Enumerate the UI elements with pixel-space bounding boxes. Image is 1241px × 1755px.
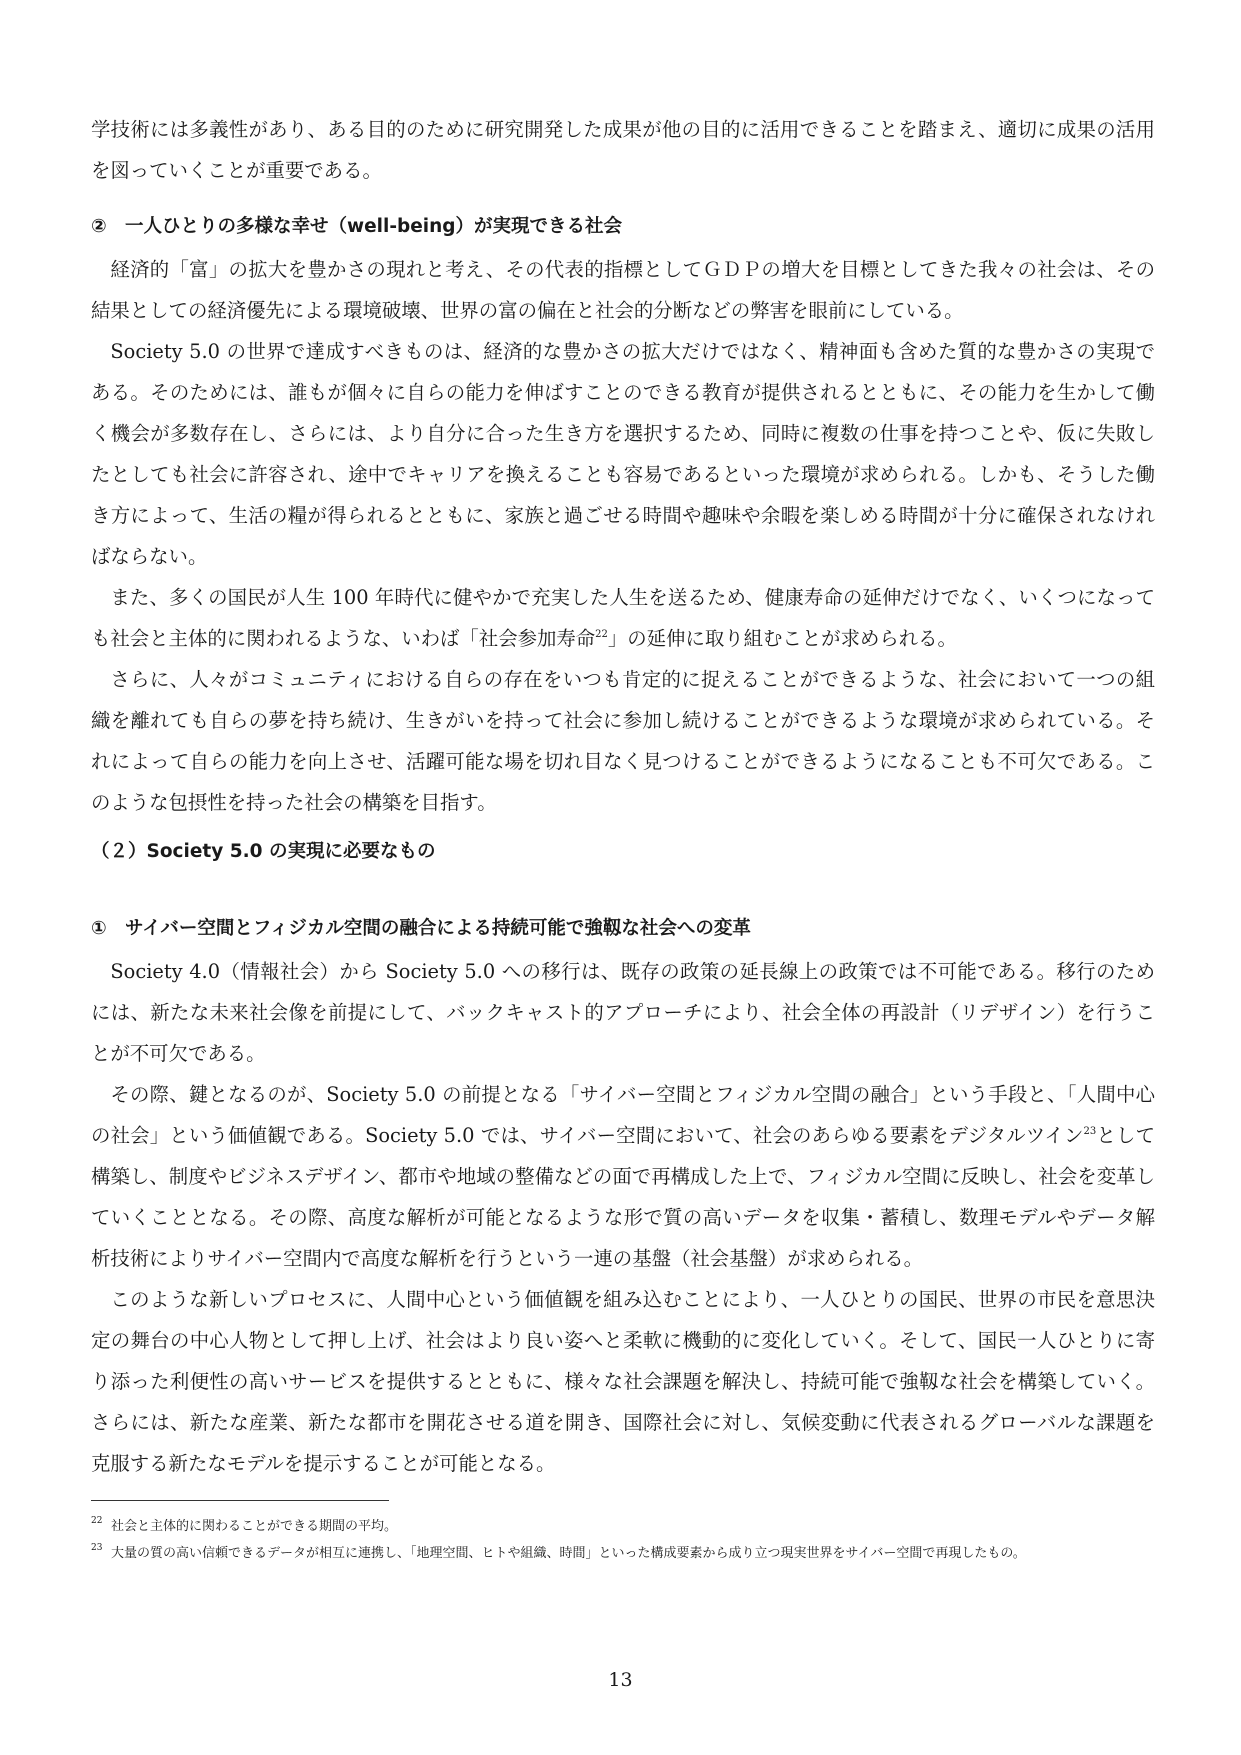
footnote-number: 23 [91,1543,103,1553]
section-title: サイバー空間とフィジカル空間の融合による持続可能で強靱な社会への変革 [125,918,751,939]
section-number: ② [91,216,107,237]
paragraph [91,1074,1155,1279]
section-title: 一人ひとりの多様な幸せ（well-being）が実現できる社会 [125,216,623,237]
paragraph: Society 4.0（情報社会）から Society 5.0 への移行は、既存の政策の延長線上の政策では不可能である。移行のためには、新たな未来社会像を前提にして、バックキャスト的アプローチにより、社会全体の再設計（リデザイン）を行うことが不可欠である。 [91,960,1155,1065]
cyber-body [91,951,1155,1484]
footnote-divider [91,1500,389,1501]
footnote-text: 社会と主体的に関わることができる期間の平均。 [111,1519,398,1534]
footnote-text: 大量の質の高い信頼できるデータが相互に連携し、「地理空間、ヒトや組織、時間」といった構成要素から成り立つ現実世界をサイバー空間で再現したもの。 [111,1546,1026,1561]
paragraph-text: 」の延伸に取り組むことが求められる。 [607,627,957,650]
footnote-reference: 23 [1083,1126,1097,1137]
footnote-number: 22 [91,1516,103,1526]
paragraph-text: また、多くの国民が人生 100 年時代に健やかで充実した人生を送るため、健康寿命の延伸だけでなく、いくつになっても社会と主体的に関われるような、いわば「社会参加寿命 [91,586,1155,650]
footnote [91,1540,1155,1567]
paragraph [91,577,1155,659]
section-heading-cyber [91,914,1155,944]
intro-paragraph [91,109,1155,191]
wellbeing-body [91,249,1155,823]
page-number: 13 [608,1669,633,1691]
paragraph-text: その際、鍵となるのが、Society 5.0 の前提となる「サイバー空間とフィジカル空間の融合」という手段と、「人間中心の社会」という価値観である。Society 5.0 では、サイバー空間において、社会のあらゆる要素をデジタルツイン [91,1083,1155,1147]
paragraph: 経済的「富」の拡大を豊かさの現れと考え、その代表的指標としてＧＤＰの増大を目標としてきた我々の社会は、その結果としての経済優先による環境破壊、世界の富の偏在と社会的分断などの弊害を眼前にしている。 [91,258,1155,322]
footnote [91,1513,1155,1540]
paragraph: さらに、人々がコミュニティにおける自らの存在をいつも肯定的に捉えることができるような、社会において一つの組織を離れても自らの夢を持ち続け、生きがいを持って社会に参加し続けることができるような環境が求められている。それによって自らの能力を向上させ、活躍可能な場を切れ目なく見つけることができるようになることも不可欠である。このような包摂性を持った社会の構築を目指す。 [91,668,1155,814]
paragraph: このような新しいプロセスに、人間中心という価値観を組み込むことにより、一人ひとりの国民、世界の市民を意思決定の舞台の中心人物として押し上げ、社会はより良い姿へと柔軟に機動的に変化していく。そして、国民一人ひとりに寄り添った利便性の高いサービスを提供するとともに、様々な社会課題を解決し、持続可能で強靱な社会を構築していく。さらには、新たな産業、新たな都市を開花させる道を開き、国際社会に対し、気候変動に代表されるグローバルな課題を克服する新たなモデルを提示することが可能となる。 [91,1288,1155,1475]
paragraph: 学技術には多義性があり、ある目的のために研究開発した成果が他の目的に活用できることを踏まえ、適切に成果の活用を図っていくことが重要である。 [91,118,1155,182]
section-title: （２）Society 5.0 の実現に必要なもの [91,841,436,862]
paragraph: Society 5.0 の世界で達成すべきものは、経済的な豊かさの拡大だけではなく、精神面も含めた質的な豊かさの実現である。そのためには、誰もが個々に自らの能力を伸ばすことのできる教育が提供されるとともに、その能力を生かして働く機会が多数存在し、さらには、より自分に合った生き方を選択するため、同時に複数の仕事を持つことや、仮に失敗したとしても社会に許容され、途中でキャリアを換えることも容易であるといった環境が求められる。しかも、そうした働き方によって、生活の糧が得られるとともに、家族と過ごせる時間や趣味や余暇を楽しめる時間が十分に確保されなければならない。 [91,340,1155,568]
section-number: ① [91,918,107,939]
paragraph-text: として構築し、制度やビジネスデザイン、都市や地域の整備などの面で再構成した上で、フィジカル空間に反映し、社会を変革していくこととなる。その際、高度な解析が可能となるような形で質の高いデータを収集・蓄積し、数理モデルやデータ解析技術によりサイバー空間内で高度な解析を行うという一連の基盤（社会基盤）が求められる。 [91,1124,1155,1270]
section-heading-wellbeing [91,212,1155,242]
footnote-reference: 22 [595,629,608,640]
section-heading-requirements [91,837,1155,867]
footnotes [91,1513,1155,1567]
